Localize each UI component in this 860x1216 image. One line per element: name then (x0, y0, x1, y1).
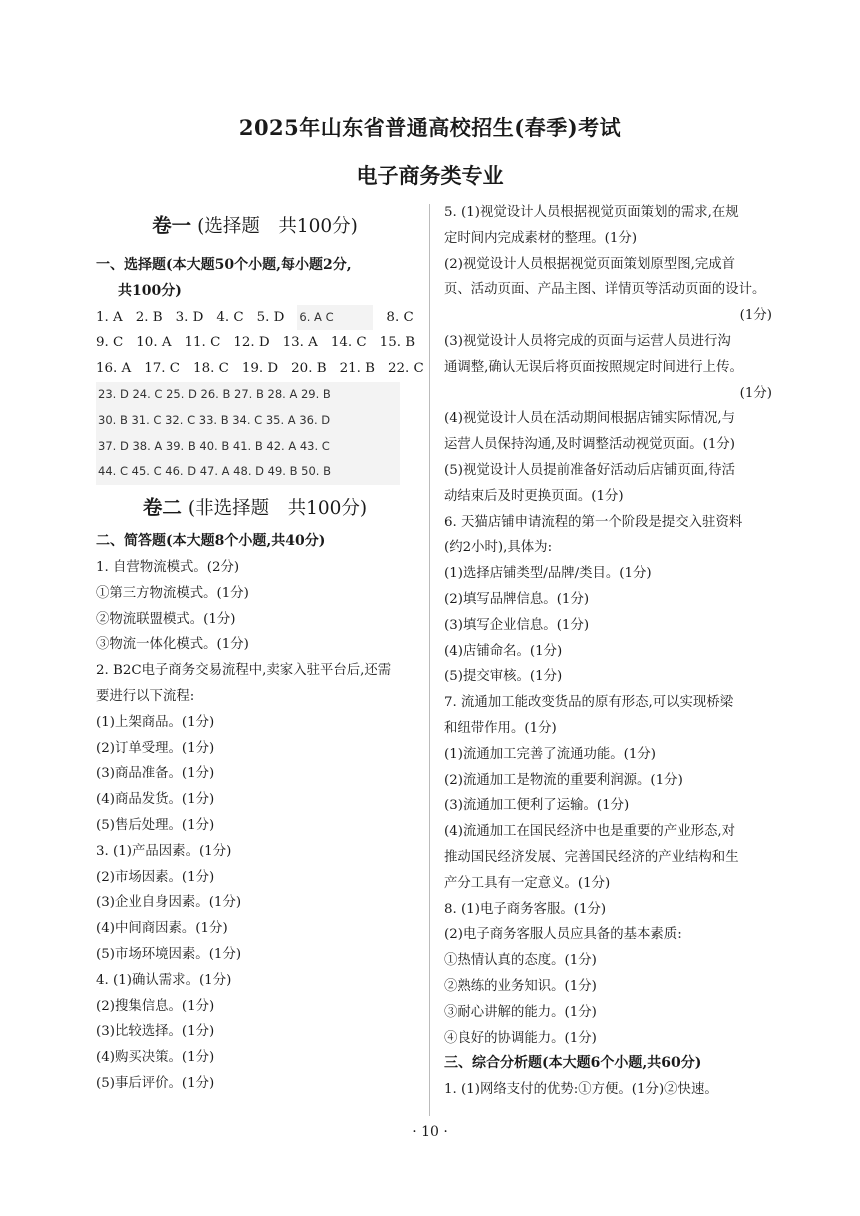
answer-line: (1)上架商品。(1分) (96, 714, 215, 730)
answer-4: 4. C (216, 309, 244, 325)
answers-44-50: 44. C 45. C 46. D 47. A 48. D 49. B 50. B (96, 459, 400, 485)
answer-line: 通调整,确认无误后将页面按照规定时间进行上传。 (444, 359, 743, 375)
answer-line: (2)视觉设计人员根据视觉页面策划原型图,完成首 (444, 256, 736, 272)
answer-line: (2)电子商务客服人员应具备的基本素质: (444, 927, 682, 943)
answer-line: (3)视觉设计人员将完成的页面与运营人员进行沟 (444, 333, 731, 349)
answer-line: (1)流通加工完善了流通功能。(1分) (444, 746, 657, 762)
answer-line: ②熟练的业务知识。(1分) (444, 978, 597, 994)
column-divider (429, 204, 430, 1116)
answer-line: ③物流一体化模式。(1分) (96, 637, 249, 653)
answer-line: (4)商品发货。(1分) (96, 792, 215, 808)
answer-line: (2)市场因素。(1分) (96, 869, 215, 885)
left-column (96, 200, 424, 1097)
answer-line: (4)店铺命名。(1分) (444, 643, 563, 659)
answer-3: 3. D (175, 309, 204, 325)
answer-line: ①热情认真的态度。(1分) (444, 953, 597, 969)
answer-line: (2)流通加工是物流的重要利润源。(1分) (444, 772, 683, 788)
answers-30-36: 30. B 31. C 32. C 33. B 34. C 35. A 36. D (96, 408, 400, 434)
answer-line: 8. (1)电子商务客服。(1分) (444, 901, 607, 917)
section-two-title: 二、简答题(本大题8个小题,共40分) (96, 533, 326, 550)
answer-line: 推动国民经济发展、完善国民经济的产业结构和生 (444, 849, 739, 865)
volume-two-heading (96, 495, 414, 521)
answer-line: (4)流通加工在国民经济中也是重要的产业形态,对 (444, 824, 736, 840)
volume-two-title: (非选择题 共100分) (187, 498, 368, 520)
answer-line: ③耐心讲解的能力。(1分) (444, 1004, 597, 1020)
exam-title: 2025年山东省普通高校招生(春季)考试 (238, 115, 622, 140)
answer-16: 16. A (96, 361, 132, 377)
answer-line: (3)填写企业信息。(1分) (444, 617, 590, 633)
answer-8: 8. C (386, 309, 414, 325)
answer-line: (5)售后处理。(1分) (96, 817, 215, 833)
answer-13: 13. A (282, 335, 318, 351)
answer-1: 1. A (96, 309, 123, 325)
answers-23-29: 23. D 24. C 25. D 26. B 27. B 28. A 29. B (96, 382, 400, 408)
answer-line: 和纽带作用。(1分) (444, 720, 557, 736)
answer-line: 2. B2C电子商务交易流程中,卖家入驻平台后,还需 (96, 663, 392, 679)
answer-line: 1. (1)网络支付的优势:①方便。(1分)②快速。 (444, 1082, 718, 1098)
answer-line: (2)搜集信息。(1分) (96, 998, 215, 1014)
score-note: (1分) (739, 308, 772, 324)
answer-14: 14. C (330, 335, 367, 351)
answer-line: (5)视觉设计人员提前准备好活动后店铺页面,待活 (444, 462, 736, 478)
volume-one-title: (选择题 共100分) (197, 216, 358, 237)
answer-row-6 (96, 434, 414, 460)
answer-line: 6. 天猫店铺申请流程的第一个阶段是提交入驻资料 (444, 514, 743, 530)
answer-line: 4. (1)确认需求。(1分) (96, 972, 232, 988)
answer-row-5 (96, 408, 414, 434)
section-one-title-line2: 共100分) (118, 282, 182, 299)
answer-line: (4)视觉设计人员在活动期间根据店铺实际情况,与 (444, 411, 736, 427)
answer-line: 3. (1)产品因素。(1分) (96, 843, 232, 859)
volume-one-name: 卷一 (152, 214, 192, 237)
answer-line: (1)选择店铺类型/品牌/类目。(1分) (444, 566, 652, 582)
answer-line: 运营人员保持沟通,及时调整活动视觉页面。(1分) (444, 437, 736, 453)
answer-21: 21. B (339, 361, 375, 377)
answer-row-4 (96, 382, 414, 408)
answer-11: 11. C (184, 335, 221, 351)
answer-line: 要进行以下流程: (96, 688, 195, 704)
answer-line: (5)提交审核。(1分) (444, 669, 563, 685)
answer-line: (3)商品准备。(1分) (96, 766, 215, 782)
section-one-title-line1: 一、选择题(本大题50个小题,每小题2分, (96, 257, 352, 273)
answer-line: 5. (1)视觉设计人员根据视觉页面策划的需求,在规 (444, 205, 739, 220)
answer-line: (3)企业自身因素。(1分) (96, 895, 242, 911)
answer-line: ④良好的协调能力。(1分) (444, 1030, 597, 1046)
answer-19: 19. D (241, 361, 279, 377)
section-three-title: 三、综合分析题(本大题6个小题,共60分) (444, 1055, 702, 1072)
answer-line: (5)市场环境因素。(1分) (96, 946, 242, 962)
answer-2: 2. B (135, 309, 163, 325)
answer-line: (3)比较选择。(1分) (96, 1024, 215, 1040)
answer-12: 12. D (233, 335, 270, 351)
answer-line: 页、活动页面、产品主图、详情页等活动页面的设计。 (444, 282, 766, 298)
answer-row-1 (96, 305, 414, 331)
answer-line: ①第三方物流模式。(1分) (96, 585, 249, 601)
exam-subtitle: 电子商务类专业 (356, 163, 504, 188)
score-note: (1分) (739, 385, 772, 401)
answer-18: 18. C (193, 361, 229, 377)
answer-9: 9. C (96, 335, 124, 351)
answer-line: 定时间内完成素材的整理。(1分) (444, 230, 638, 246)
answer-10: 10. A (136, 335, 172, 351)
answer-line: 动结束后及时更换页面。(1分) (444, 488, 624, 504)
answer-line: (5)事后评价。(1分) (96, 1075, 215, 1091)
answer-15: 15. B (379, 335, 416, 351)
page-number: · 10 · (412, 1124, 448, 1140)
volume-one-heading (96, 213, 414, 239)
answer-row-7 (96, 459, 414, 485)
answers-37-43: 37. D 38. A 39. B 40. B 41. B 42. A 43. C (96, 434, 400, 460)
answer-line: (4)中间商因素。(1分) (96, 921, 228, 937)
right-column (444, 200, 772, 1103)
answer-5: 5. D (256, 309, 285, 325)
answer-line: ②物流联盟模式。(1分) (96, 611, 236, 627)
answer-17: 17. C (144, 361, 181, 377)
answer-line: 7. 流通加工能改变货品的原有形态,可以实现桥梁 (444, 695, 734, 711)
answer-line: 产分工具有一定意义。(1分) (444, 875, 611, 891)
answer-20: 20. B (291, 361, 327, 377)
answer-line: (约2小时),具体为: (444, 540, 553, 556)
volume-two-name: 卷二 (142, 496, 182, 520)
answer-line: (4)购买决策。(1分) (96, 1050, 215, 1066)
answer-row-3 (96, 356, 424, 382)
answer-22: 22. C (387, 361, 424, 377)
answer-row-2 (96, 330, 414, 356)
answer-line: (2)填写品牌信息。(1分) (444, 591, 590, 607)
answer-line: 1. 自营物流模式。(2分) (96, 559, 240, 575)
answer-line: (2)订单受理。(1分) (96, 740, 215, 756)
answer-6-7: 6. A C (297, 305, 373, 331)
answer-line: (3)流通加工便利了运输。(1分) (444, 798, 630, 814)
